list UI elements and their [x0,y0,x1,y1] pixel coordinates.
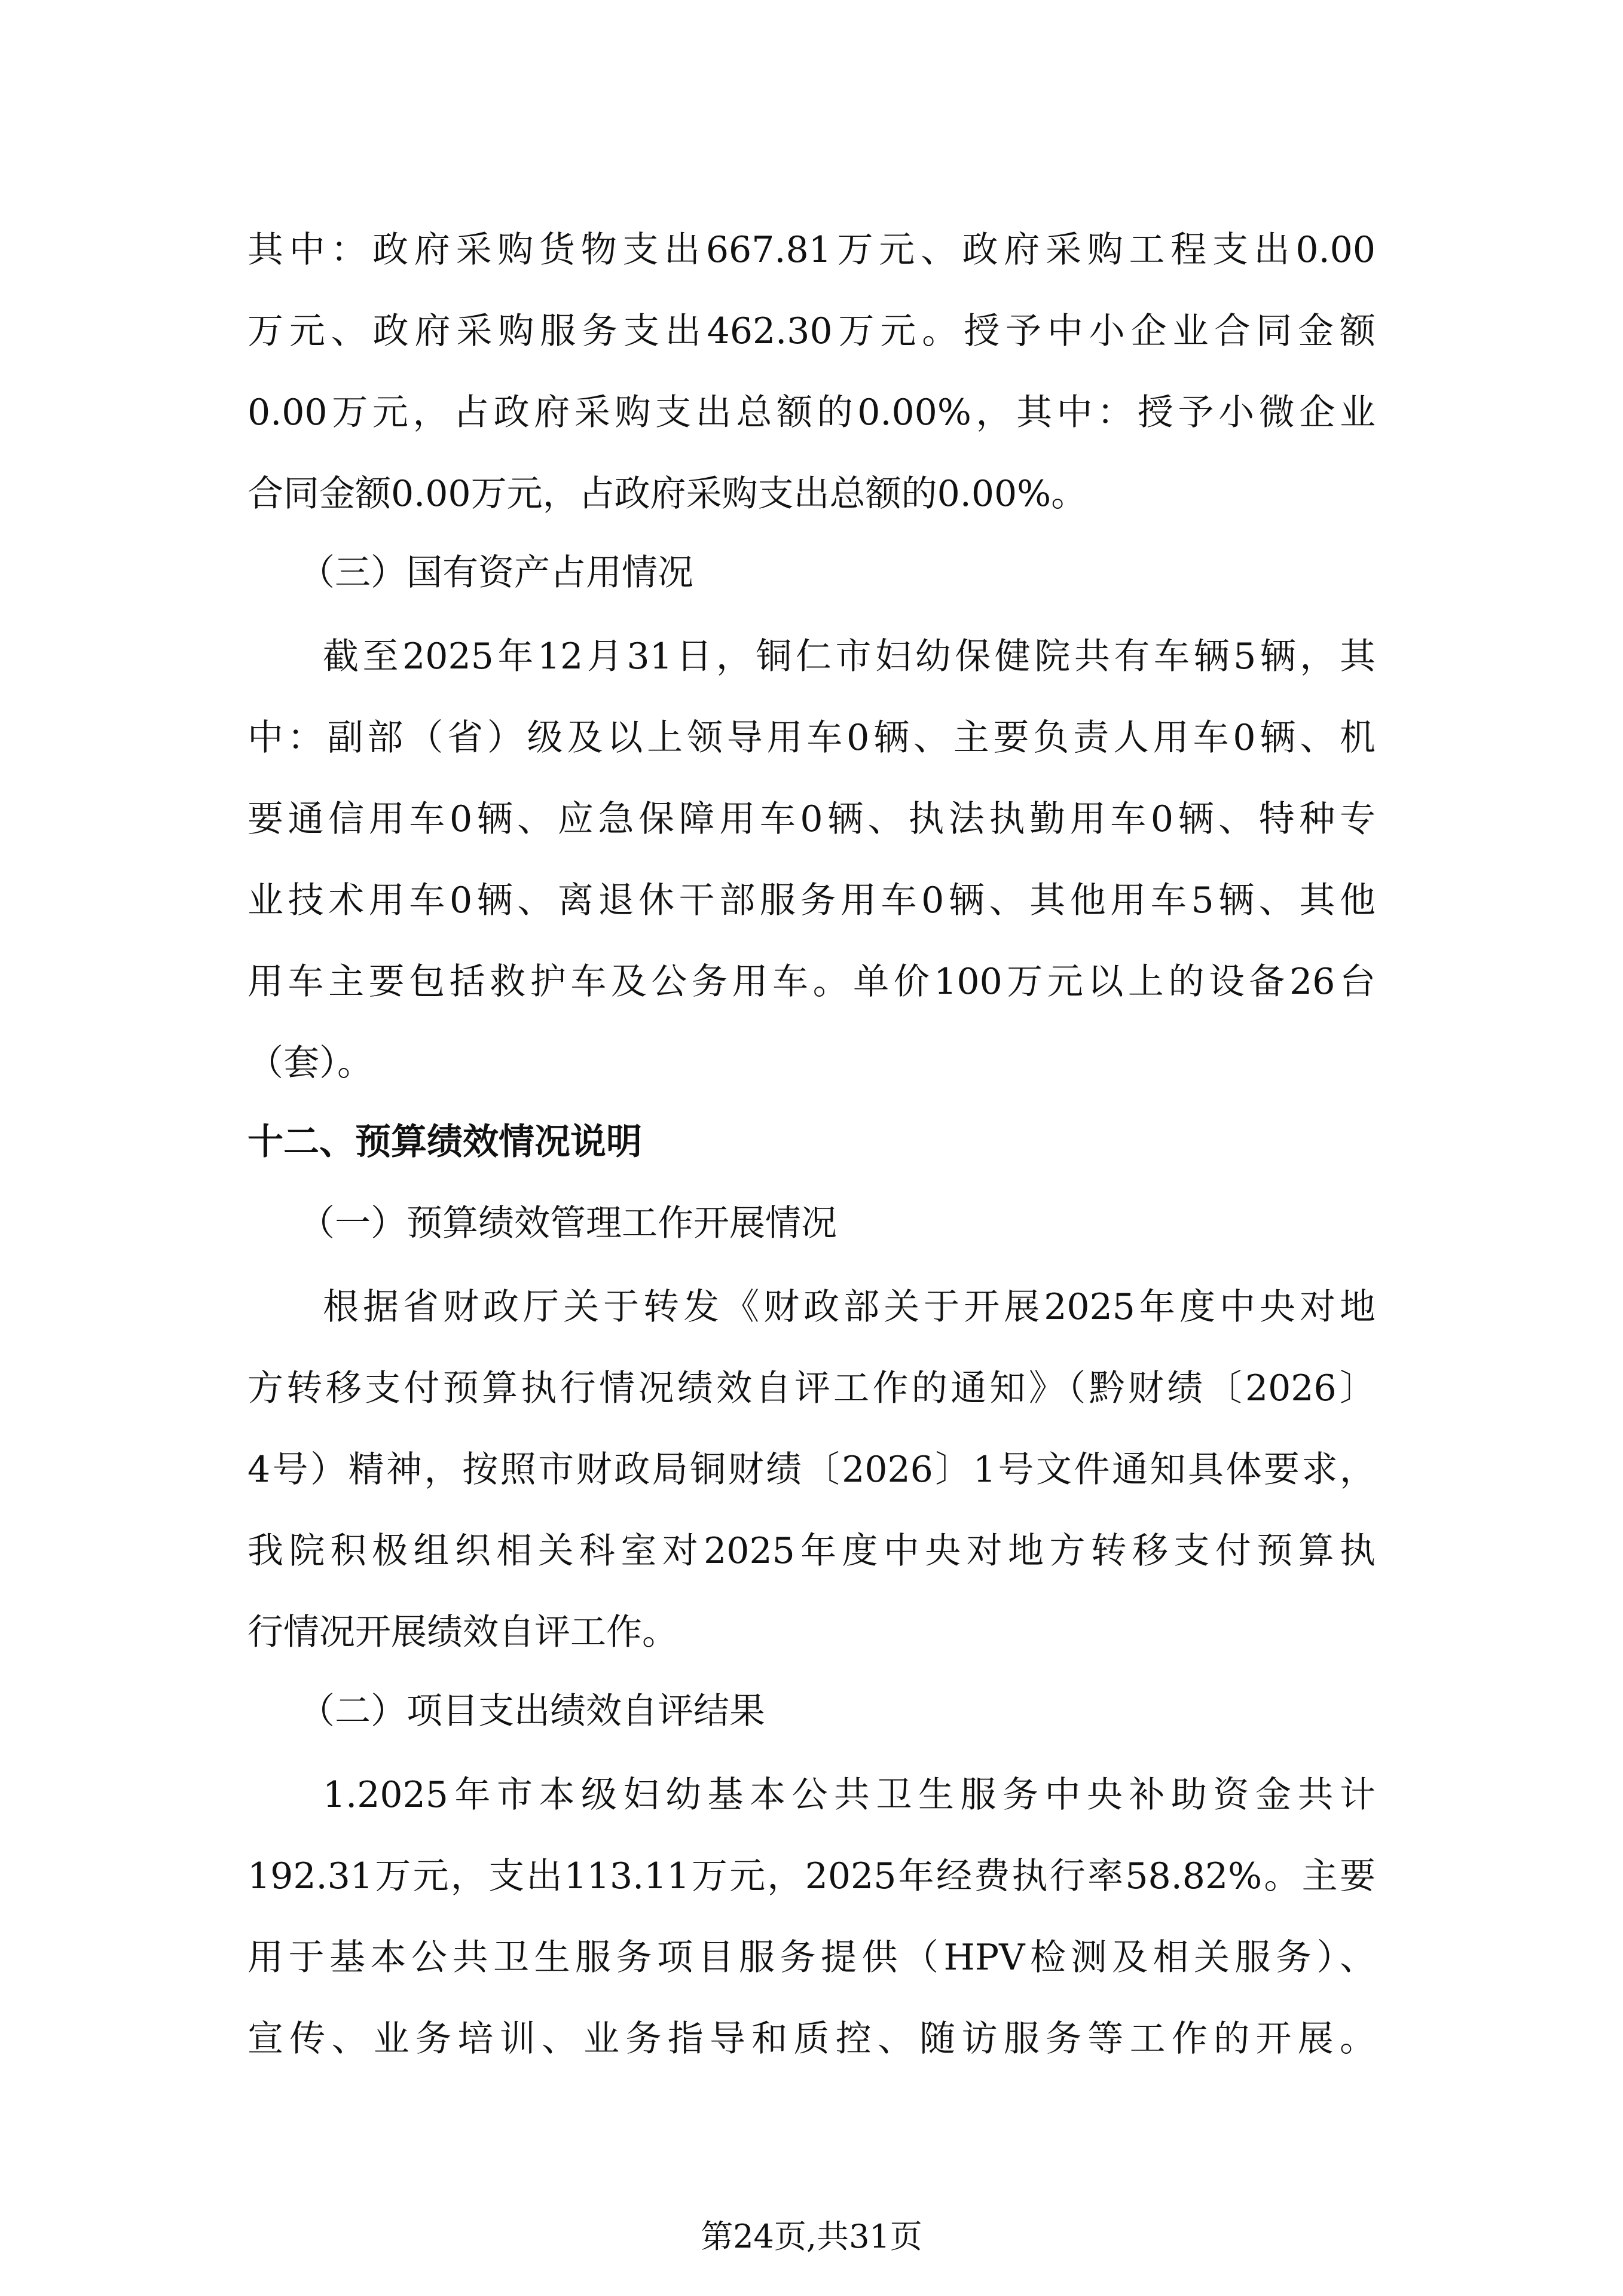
results-line-4: 宣传、业务培训、业务指导和质控、随访服务等工作的开展。 [247,2018,1376,2060]
assets-line-1: 截至2025年12月31日，铜仁市妇幼保健院共有车辆5辆，其 [323,636,1376,677]
assets-line-4: 业技术用车0辆、离退休干部服务用车0辆、其他用车5辆、其他 [247,880,1376,921]
assets-line-3: 要通信用车0辆、应急保障用车0辆、执法执勤用车0辆、特种专 [247,798,1376,840]
management-line-4: 我院积极组织相关科室对2025年度中央对地方转移支付预算执 [247,1530,1376,1572]
procurement-line-4: 合同金额0.00万元，占政府采购支出总额的0.00%。 [247,473,1087,515]
heading-management: （一）预算绩效管理工作开展情况 [299,1202,837,1244]
assets-line-2: 中：副部（省）级及以上领导用车0辆、主要负责人用车0辆、机 [247,717,1376,759]
page-number-footer: 第24页,共31页 [701,2218,922,2255]
management-line-1: 根据省财政厅关于转发《财政部关于开展2025年度中央对地 [323,1286,1376,1328]
section-twelve-title: 十二、预算绩效情况说明 [247,1121,642,1163]
heading-assets: （三）国有资产占用情况 [299,552,693,594]
results-line-1: 1.2025年市本级妇幼基本公共卫生服务中央补助资金共计 [323,1774,1376,1816]
management-line-5: 行情况开展绩效自评工作。 [247,1611,678,1653]
assets-line-6: （套）。 [247,1042,373,1084]
procurement-line-2: 万元、政府采购服务支出462.30万元。授予中小企业合同金额 [247,310,1376,352]
management-line-3: 4号）精神，按照市财政局铜财绩〔2026〕1号文件通知具体要求， [247,1449,1376,1491]
results-line-3: 用于基本公共卫生服务项目服务提供（HPV检测及相关服务）、 [247,1937,1376,1979]
assets-line-5: 用车主要包括救护车及公务用车。单价100万元以上的设备26台 [247,961,1376,1003]
management-line-2: 方转移支付预算执行情况绩效自评工作的通知》（黔财绩〔2026〕 [247,1367,1376,1409]
procurement-line-1: 其中：政府采购货物支出667.81万元、政府采购工程支出0.00 [247,229,1376,271]
procurement-line-3: 0.00万元，占政府采购支出总额的0.00%，其中：授予小微企业 [247,392,1376,433]
results-line-2: 192.31万元，支出113.11万元，2025年经费执行率58.82%。主要 [247,1855,1376,1897]
heading-results: （二）项目支出绩效自评结果 [299,1690,765,1732]
